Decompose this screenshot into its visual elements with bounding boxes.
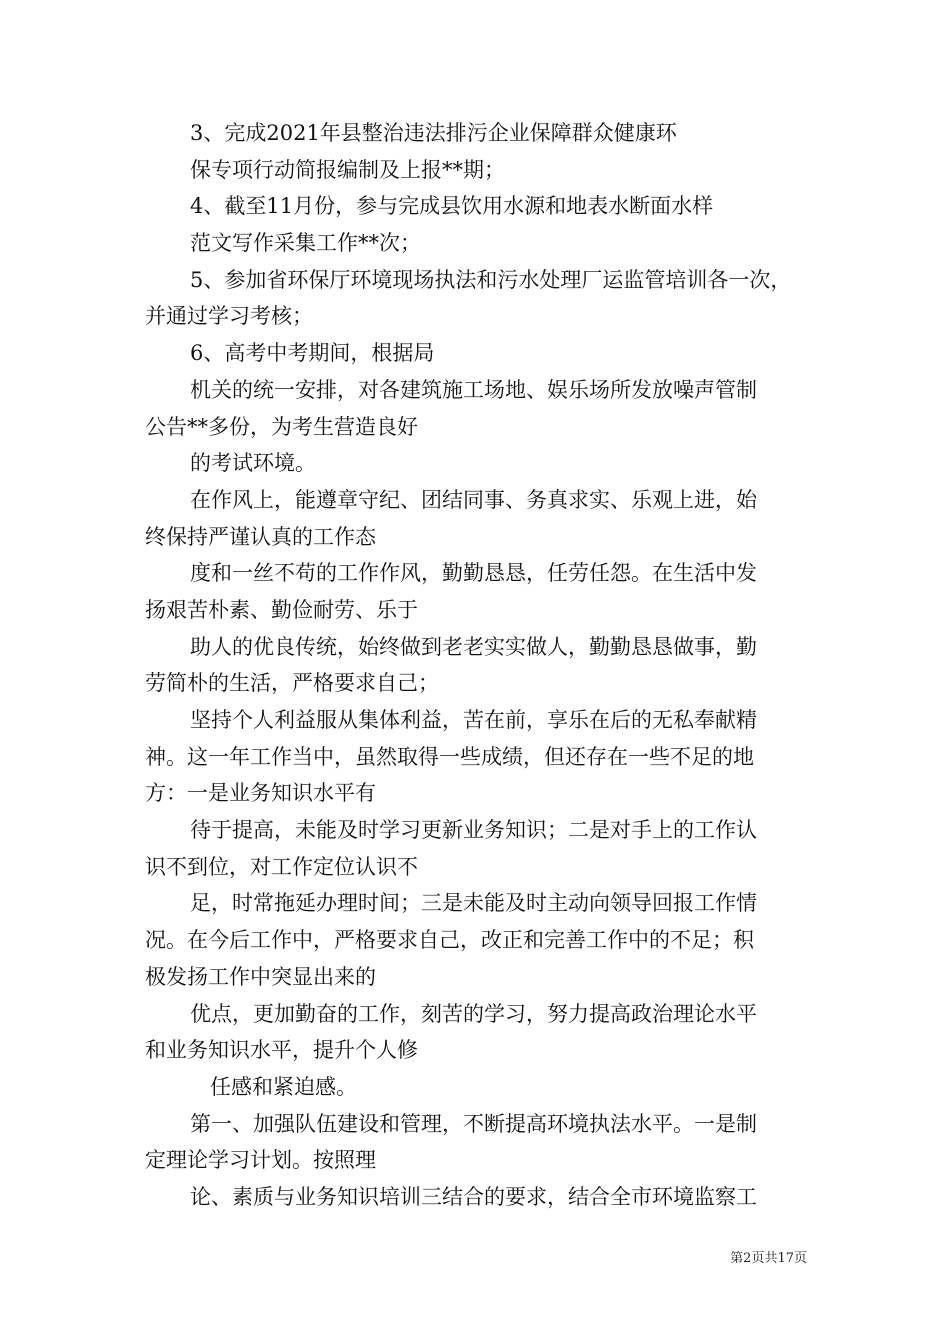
text-line: 神。这一年工作当中，虽然取得一些成绩，但还存在一些不足的地 — [145, 744, 754, 769]
text-line: 机关的统一安排，对各建筑施工场地、娱乐场所发放噪声管制 — [190, 377, 757, 402]
document-body — [145, 115, 810, 1216]
text-line: 方：一是业务知识水平有 — [145, 781, 376, 806]
text-line: 4、截至11月份，参与完成县饮用水源和地表水断面水样 — [190, 194, 714, 219]
text-line: 足，时常拖延办理时间；三是未能及时主动向领导回报工作情 — [190, 891, 757, 916]
text-line: 坚持个人利益服从集体利益，苦在前，享乐在后的无私奉献精 — [190, 708, 757, 732]
text-line: 在作风上，能遵章守纪、团结同事、务真求实、乐观上进，始 — [190, 487, 757, 512]
text-line: 5、参加省环保厅环境现场执法和污水处理厂运监管培训各一次， — [190, 267, 792, 292]
text-line: 待于提高，未能及时学习更新业务知识；二是对手上的工作认 — [190, 818, 757, 843]
text-line: 并通过学习考核； — [145, 304, 313, 329]
text-line: 6、高考中考期间，根据局 — [190, 341, 435, 366]
text-line: 的考试环境。 — [190, 451, 316, 476]
text-line: 公告**多份，为考生营造良好 — [145, 414, 418, 439]
text-line: 识不到位，对工作定位认识不 — [145, 854, 418, 879]
text-line: 况。在今后工作中，严格要求自己，改正和完善工作中的不足；积 — [145, 928, 754, 953]
text-line: 和业务知识水平，提升个人修 — [145, 1038, 418, 1063]
text-line: 优点，更加勤奋的工作，刻苦的学习，努力提高政治理论水平 — [190, 1001, 757, 1026]
text-line: 第一、加强队伍建设和管理，不断提高环境执法水平。一是制 — [190, 1111, 757, 1136]
text-line: 劳简朴的生活，严格要求自己； — [145, 671, 439, 696]
text-line: 3、完成2021年县整治违法排污企业保障群众健康环 — [190, 121, 677, 145]
text-line: 论、素质与业务知识培训三结合的要求，结合全市环境监察工 — [190, 1184, 757, 1209]
text-line: 定理论学习计划。按照理 — [145, 1148, 376, 1173]
text-line: 度和一丝不苟的工作作风，勤勤恳恳，任劳任怨。在生活中发 — [190, 561, 757, 586]
text-line: 范文写作采集工作**次； — [190, 231, 421, 256]
text-line: 助人的优良传统，始终做到老老实实做人，勤勤恳恳做事，勤 — [190, 634, 757, 659]
text-line: 极发扬工作中突显出来的 — [145, 964, 376, 989]
text-line: 扬艰苦朴素、勤俭耐劳、乐于 — [145, 597, 418, 622]
text-line: 保专项行动简报编制及上报**期； — [190, 157, 505, 182]
text-line: 任感和紧迫感。 — [210, 1074, 357, 1099]
text-line: 终保持严谨认真的工作态 — [145, 524, 376, 549]
page-number-footer: 第2页共17页 — [730, 1251, 807, 1266]
